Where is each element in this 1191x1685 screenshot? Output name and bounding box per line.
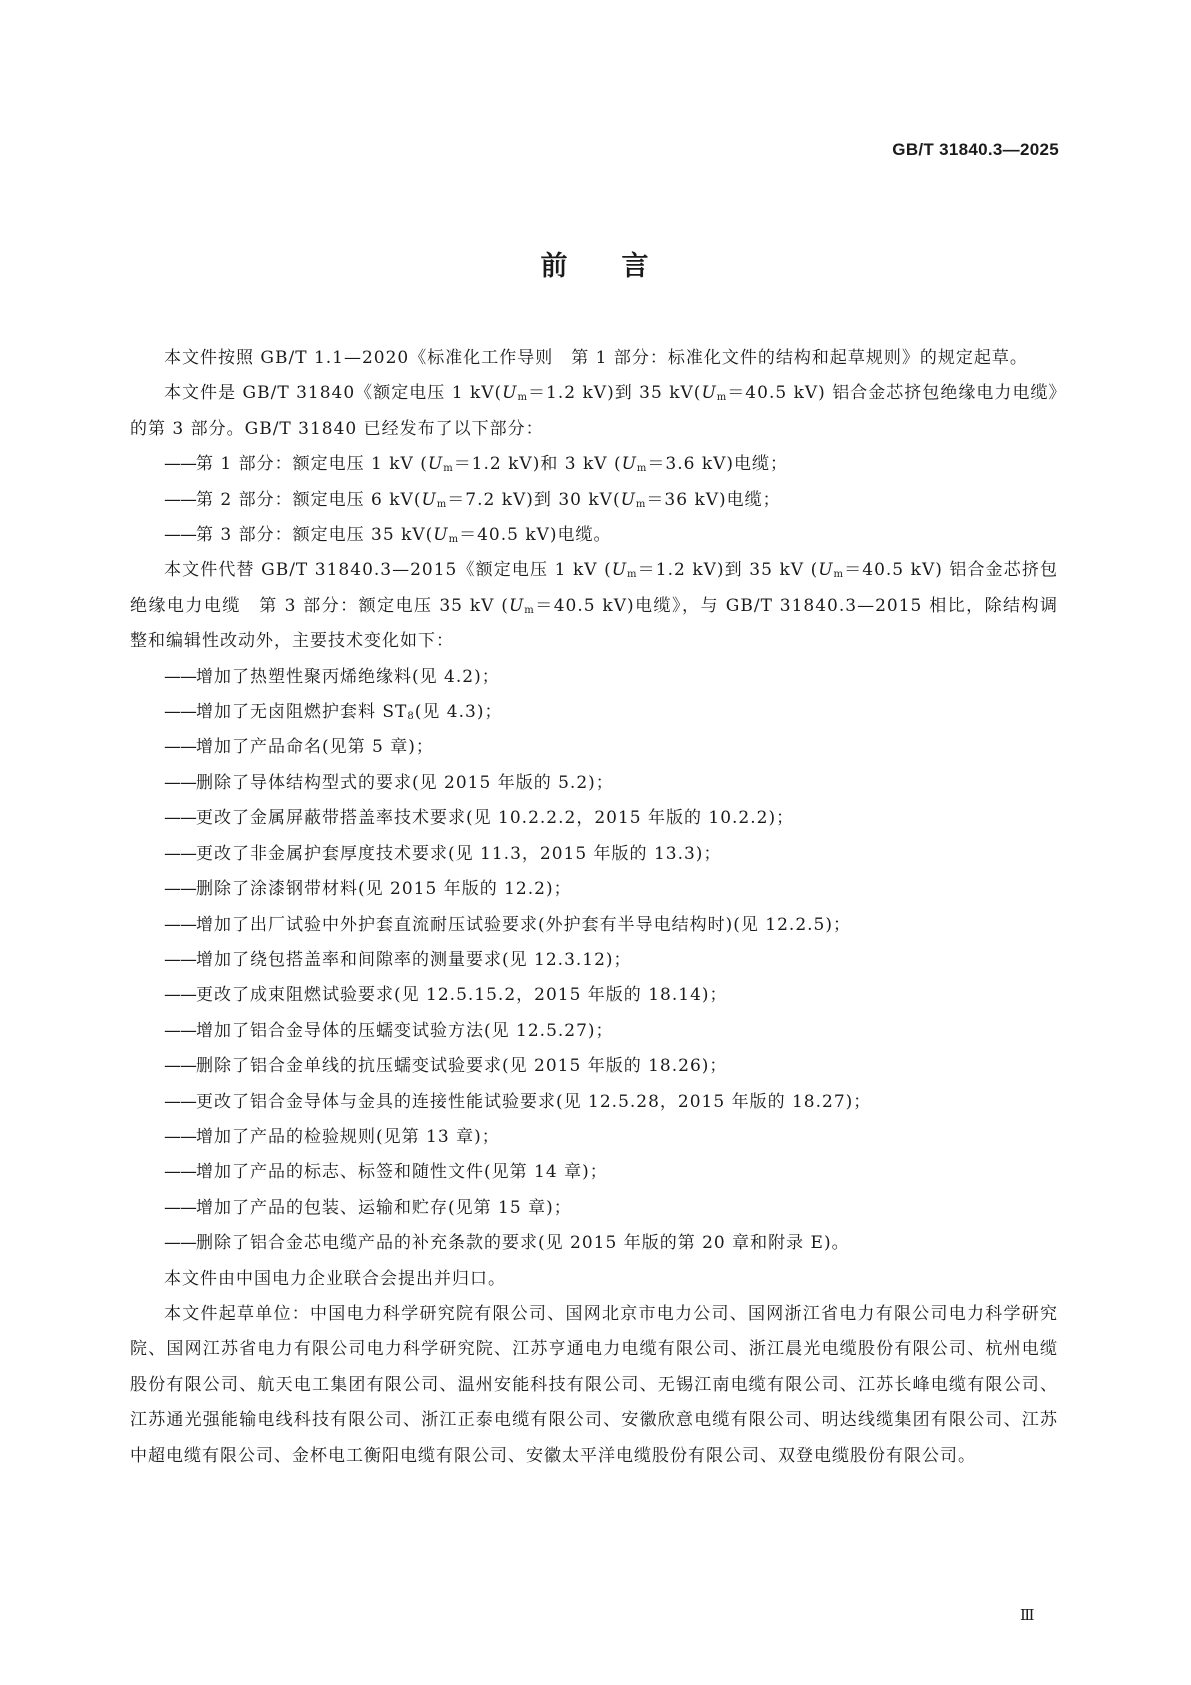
list-item: ——更改了金属屏蔽带搭盖率技术要求(见 10.2.2.2，2015 年版的 10.2.2)；: [164, 808, 795, 829]
list-item: ——第 1 部分：额定电压 1 kV ($U_m=1.2$ kV)和 3 kV ($U_m=3.6$ kV)电缆；: [164, 454, 789, 475]
foreword-body: [130, 341, 1058, 1474]
list-item: ——增加了产品的标志、标签和随性文件(见第 14 章)；: [164, 1162, 608, 1183]
list-item: ——增加了绕包搭盖率和间隙率的测量要求(见 12.3.12)；: [164, 949, 632, 970]
list-item: ——删除了铝合金芯电缆产品的补充条款的要求(见 2015 年版的第 20 章和附录 E)。: [164, 1233, 850, 1254]
list-item: ——第 2 部分：额定电压 6 $kV(U_m=7.2$ kV)到 30 $kV(U_m=36$ kV)电缆；: [164, 489, 781, 510]
list-item: ——增加了铝合金导体的压蠕变试验方法(见 12.5.27)；: [164, 1020, 614, 1041]
list-item: ——增加了产品的检验规则(见第 13 章)；: [164, 1126, 500, 1147]
list-item: ——增加了无卤阻燃护套料 $ST_8$(见 4.3)；: [164, 702, 503, 723]
page-title: 前 言: [540, 251, 651, 282]
list-item: ——删除了涂漆钢带材料(见 2015 年版的 12.2)；: [164, 879, 572, 900]
list-item: ——增加了产品命名(见第 5 章)；: [164, 737, 434, 758]
list-item: ——更改了铝合金导体与金具的连接性能试验要求(见 12.5.28，2015 年版的 18.27)；: [164, 1091, 872, 1112]
list-item: ——更改了非金属护套厚度技术要求(见 11.3，2015 年版的 13.3)；: [164, 843, 722, 864]
list-item: ——增加了热塑性聚丙烯绝缘料(见 4.2)；: [164, 666, 500, 687]
list-item: ——删除了导体结构型式的要求(见 2015 年版的 5.2)；: [164, 772, 614, 793]
drafters-paragraph: 本文件起草单位：中国电力科学研究院有限公司、国网北京市电力公司、国网浙江省电力有限公司电力科学研究院、国网江苏省电力有限公司电力科学研究院、江苏亨通电力电缆有限公司、浙江晨光电缆股份有限公司、杭州电缆股份有限公司、航天电工集团有限公司、温州安能科技有限公司、无锡江南电缆有限公司、江苏长峰电缆有限公司、江苏通光强能输电线科技有限公司、浙江正泰电缆有限公司、安徽欣意电缆有限公司、明达线缆集团有限公司、江苏中超电缆有限公司、金杯电工衡阳电缆有限公司、安徽太平洋电缆股份有限公司、双登电缆股份有限公司。: [130, 1303, 1058, 1466]
document-number: GB/T 31840.3—2025: [892, 140, 1059, 159]
list-item: ——增加了出厂试验中外护套直流耐压试验要求(外护套有半导电结构时)(见 12.2.5)；: [164, 914, 852, 935]
list-item: ——第 3 部分：额定电压 35 $kV(U_m=40.5$ kV)电缆。: [164, 525, 612, 546]
drafting-basis-paragraph: 本文件按照 GB/T 1.1—2020《标准化工作导则 第 1 部分：标准化文件的结构和起草规则》的规定起草。: [164, 348, 1028, 368]
proposer-paragraph: 本文件由中国电力企业联合会提出并归口。: [164, 1268, 506, 1289]
list-item: ——更改了成束阻燃试验要求(见 12.5.15.2，2015 年版的 18.14)；: [164, 985, 728, 1006]
list-item: ——增加了产品的包装、运输和贮存(见第 15 章)；: [164, 1197, 572, 1218]
page-number: Ⅲ: [1020, 1606, 1035, 1624]
series-paragraph: 本文件是 GB/T 31840《额定电压 1 $kV(U_m=1.2$ kV)到 35 $kV(U_m=40.5$ kV) 铝合金芯挤包绝缘电力电缆》的第 3 部分。GB/T 31840 已经发布了以下部分：: [130, 383, 1058, 439]
list-item: ——删除了铝合金单线的抗压蠕变试验要求(见 2015 年版的 18.26)；: [164, 1056, 728, 1077]
replacement-paragraph: 本文件代替 GB/T 31840.3—2015《额定电压 1 kV ($U_m=1.2$ kV)到 35 kV ($U_m=40.5$ kV) 铝合金芯挤包绝缘电力电缆 第 3 部分：额定电压 35 kV ($U_m=40.5$ kV)电缆》，与 GB/T 31840.3—2015 相比，除结构调整和编辑性改动外，主要技术变化如下：: [130, 560, 1058, 652]
